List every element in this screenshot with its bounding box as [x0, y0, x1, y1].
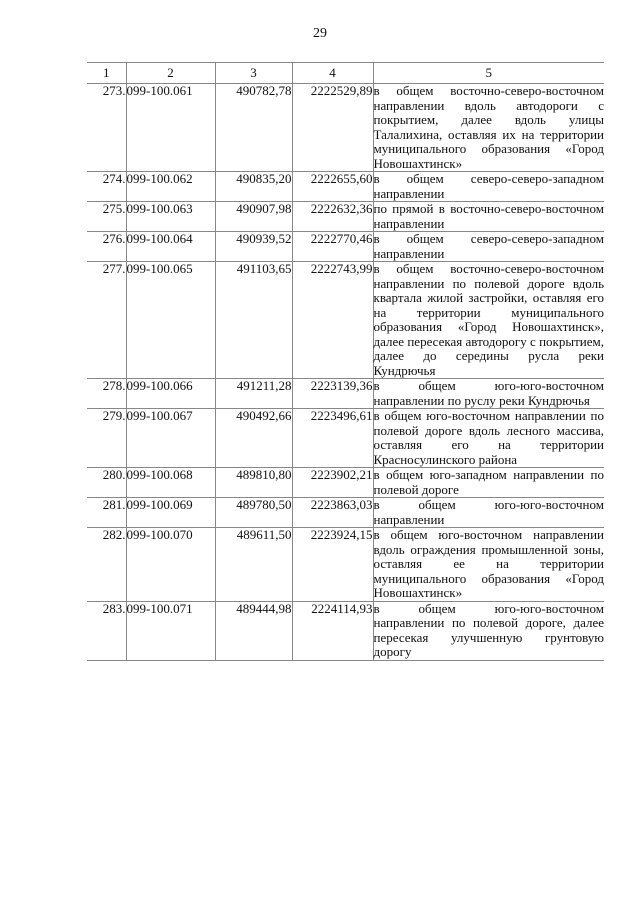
row-number: 278.	[87, 379, 126, 409]
row-number: 281.	[87, 498, 126, 528]
row-number: 282.	[87, 528, 126, 602]
coord-x: 490492,66	[215, 409, 292, 468]
point-code: 099-100.068	[126, 468, 215, 498]
coord-y: 2223863,03	[292, 498, 373, 528]
table-row	[87, 262, 604, 379]
coord-x: 491103,65	[215, 262, 292, 379]
header-col-1: 1	[87, 63, 126, 84]
boundary-description: в общем юго-западном направлении по полевой дороге	[373, 467, 604, 497]
table-row	[87, 498, 604, 528]
coord-x: 490835,20	[215, 172, 292, 202]
header-col-3: 3	[215, 63, 292, 84]
boundary-description: в общем юго-юго-восточном направлении	[373, 497, 604, 527]
point-code: 099-100.064	[126, 232, 215, 262]
coord-y: 2222743,99	[292, 262, 373, 379]
page-number: 29	[313, 26, 327, 41]
header-col-2: 2	[126, 63, 215, 84]
row-number: 273.	[87, 84, 126, 172]
coord-y: 2222632,36	[292, 202, 373, 232]
table-row	[87, 379, 604, 409]
coord-y: 2222529,89	[292, 84, 373, 172]
table-row	[87, 468, 604, 498]
table-header	[87, 63, 604, 84]
table-row	[87, 84, 604, 172]
coord-x: 489780,50	[215, 498, 292, 528]
coord-y: 2222655,60	[292, 172, 373, 202]
table-row	[87, 601, 604, 660]
boundary-description: в общем юго-восточном направлении по полевой дороге вдоль лесного массива, оставляя его на территории Красносулинского района	[373, 408, 604, 467]
point-code: 099-100.067	[126, 409, 215, 468]
table-row	[87, 172, 604, 202]
row-number: 275.	[87, 202, 126, 232]
coord-y: 2223924,15	[292, 528, 373, 602]
boundary-description: в общем северо-северо-западном направлении	[373, 231, 604, 261]
point-code: 099-100.061	[126, 84, 215, 172]
coord-y: 2224114,93	[292, 601, 373, 660]
point-code: 099-100.071	[126, 601, 215, 660]
row-number: 277.	[87, 262, 126, 379]
table-row	[87, 528, 604, 602]
point-code: 099-100.063	[126, 202, 215, 232]
table-row	[87, 409, 604, 468]
boundary-description: по прямой в восточно-северо-восточном направлении	[373, 201, 604, 231]
coord-x: 490939,52	[215, 232, 292, 262]
coord-x: 490782,78	[215, 84, 292, 172]
header-col-5: 5	[373, 63, 604, 84]
header-col-4: 4	[292, 63, 373, 84]
boundary-description: в общем восточно-северо-восточном направлении вдоль автодороги с покрытием, далее вдоль улицы Талалихина, оставляя их на территории муниципального образования «Город Новошахтинск»	[373, 83, 604, 171]
boundary-description: в общем юго-восточном направлении вдоль ограждения промышленной зоны, оставляя ее на территории муниципального образования «Город Новошахтинск»	[373, 527, 604, 600]
point-code: 099-100.062	[126, 172, 215, 202]
coord-x: 489611,50	[215, 528, 292, 602]
table-body	[87, 84, 604, 661]
coord-x: 489810,80	[215, 468, 292, 498]
header-row	[87, 63, 604, 84]
boundary-description: в общем северо-северо-западном направлении	[373, 171, 604, 201]
boundary-description: в общем восточно-северо-восточном направлении по полевой дороге вдоль квартала жилой застройки, оставляя его на территории муниципального образования «Город Новошахтинск», далее пересекая автодорогу с покрытием, далее до середины русла реки Кундрючья	[373, 261, 604, 378]
coord-x: 489444,98	[215, 601, 292, 660]
point-code: 099-100.069	[126, 498, 215, 528]
point-code: 099-100.066	[126, 379, 215, 409]
boundary-description: в общем юго-юго-восточном направлении по полевой дороге, далее пересекая улучшенную грунтовую дорогу	[373, 600, 604, 659]
coord-y: 2223139,36	[292, 379, 373, 409]
boundary-points-table	[87, 62, 604, 661]
coord-y: 2223902,21	[292, 468, 373, 498]
coord-x: 491211,28	[215, 379, 292, 409]
row-number: 283.	[87, 601, 126, 660]
row-number: 276.	[87, 232, 126, 262]
row-number: 280.	[87, 468, 126, 498]
coord-y: 2222770,46	[292, 232, 373, 262]
point-code: 099-100.070	[126, 528, 215, 602]
point-code: 099-100.065	[126, 262, 215, 379]
coord-y: 2223496,61	[292, 409, 373, 468]
boundary-description: в общем юго-юго-восточном направлении по руслу реки Кундрючья	[373, 378, 604, 408]
coord-x: 490907,98	[215, 202, 292, 232]
table-row	[87, 202, 604, 232]
row-number: 279.	[87, 409, 126, 468]
row-number: 274.	[87, 172, 126, 202]
table-row	[87, 232, 604, 262]
